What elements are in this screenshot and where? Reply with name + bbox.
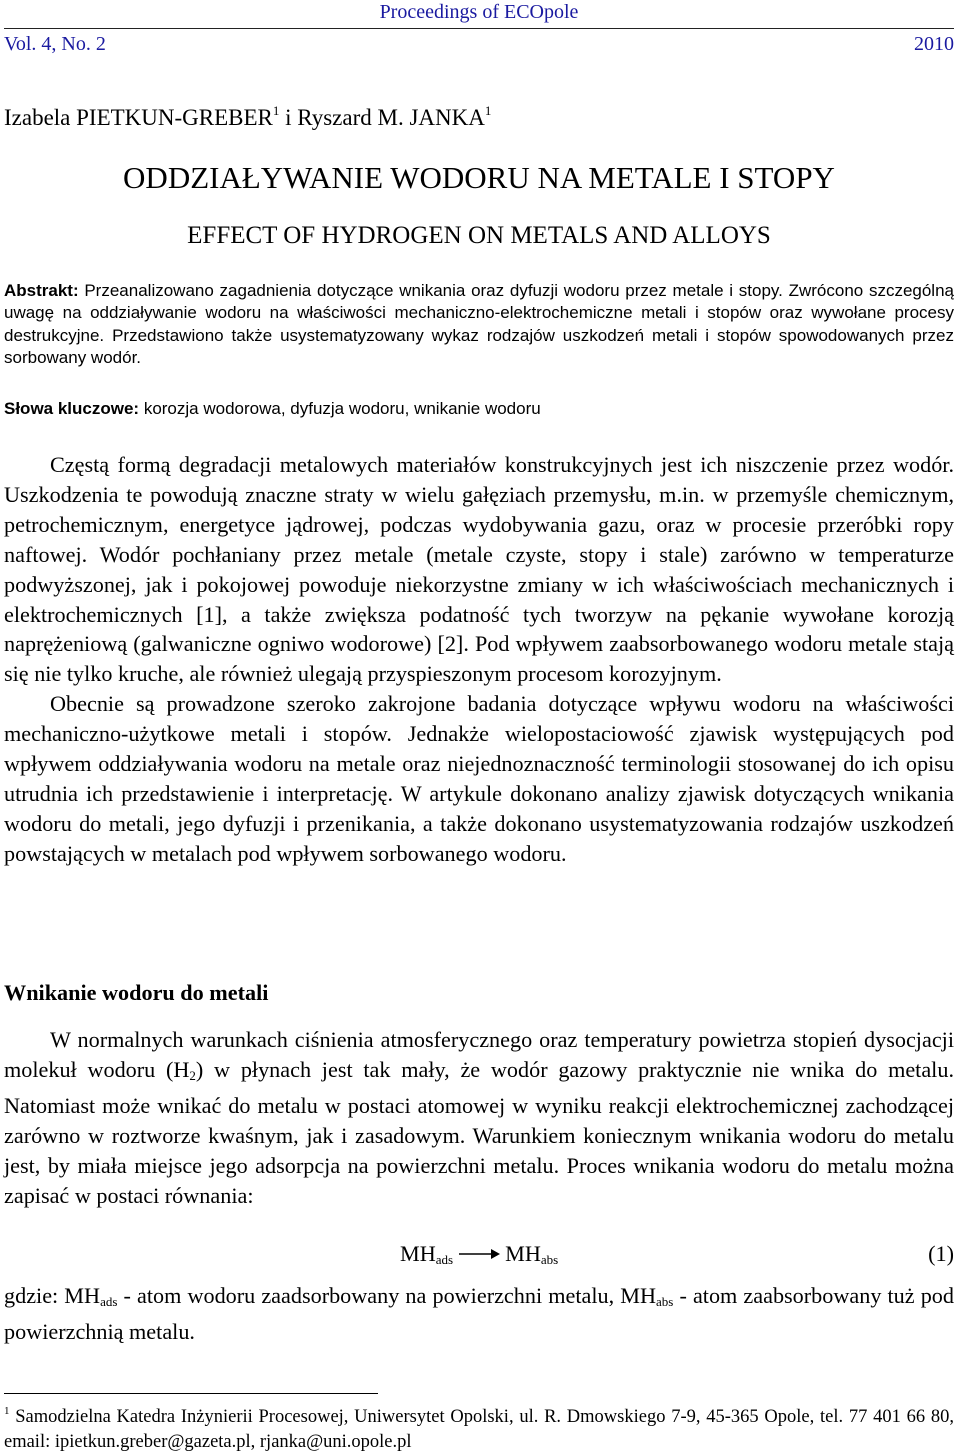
intro-paragraph-1: Częstą formą degradacji metalowych materiałów konstrukcyjnych jest ich niszczenie przez wodór. Uszkodzenia te powodują znaczne straty w wielu gałęziach przemysłu, m.in. w przemyśle chemicznym, petrochemicznym, energetyce jądrowej, podczas wydobywania gazu, oraz w procesie przeróbki ropy naftowej. Wodór pochłaniany przez metale (metale czyste, stopy i stale) zarówno w temperaturze podwyższonej, jak i pokojowej powoduje niekorzystne zmiany w ich właściwościach mechanicznych i elektrochemicznych [1], a także zwiększa podatność tych tworzyw na pękanie wywołane korozją naprężeniową (galwaniczne ogniwo wodorowe) [2]. Pod wpływem zaabsorbowanego wodoru metale stają się nie tylko kruche, ale również ulegają przyspieszonym procesom korozyjnym. [4, 452, 954, 687]
where-sub-ads: ads [100, 1294, 118, 1309]
volume-info: Vol. 4, No. 2 [4, 33, 106, 55]
h2-subscript: 2 [189, 1067, 196, 1083]
intro-body [4, 450, 954, 869]
section-heading: Wnikanie wodoru do metali [4, 980, 269, 1005]
abstract-text: Przeanalizowano zagadnienia dotyczące wnikania oraz dyfuzji wodoru przez metale i stopy. Zwrócono szczególną uwagę na oddziaływanie wodoru na właściwości mechaniczno-elektrochemiczne metali i stopów oraz wywołane procesy destrukcyjne. Przedstawiono także usystematyzowany wykaz rodzajów uszkodzeń metali i stopów spowodowanych przez sorbowany wodór. [4, 281, 954, 367]
eq-rhs-sub: abs [540, 1252, 559, 1267]
author-separator: i [279, 105, 298, 130]
title-english: EFFECT OF HYDROGEN ON METALS AND ALLOYS [187, 222, 771, 249]
section-text-a: W normalnych warunkach ciśnienia atmosferycznego oraz temperatury powietrza stopień dysocjacji molekuł wodoru (H [4, 1027, 954, 1082]
equation-1 [4, 1241, 954, 1273]
section-body [4, 1025, 954, 1210]
keywords [4, 399, 954, 419]
keywords-label: Słowa kluczowe: [4, 399, 140, 418]
journal-name: Proceedings of ECOpole [379, 1, 579, 23]
section-text-b: ) w płynach jest tak mały, że wodór gazowy praktycznie nie wnika do metalu. Natomiast może wnikać do metalu w postaci atomowej w wyniku reakcji elektrochemicznej zachodzącej zarówno w roztworze kwaśnym, jak i zasadowym. Warunkiem koniecznym wnikania wodoru do metalu jest, by miała miejsce jego adsorpcja na powierzchni metalu. Proces wnikania wodoru do metalu można zapisać w postaci równania: [4, 1056, 954, 1208]
title-polish: ODDZIAŁYWANIE WODORU NA METALE I STOPY [123, 160, 835, 195]
footnote-text: Samodzielna Katedra Inżynierii Procesowej, Uniwersytet Opolski, ul. R. Dmowskiego 7-9, 45-365 Opole, tel. 77 401 66 80, email: ipietkun.greber@gazeta.pl, rjanka@uni.opole.pl [4, 1407, 954, 1452]
footnote-mark: 1 [4, 1405, 10, 1417]
author-line [4, 103, 491, 131]
where-sub-abs: abs [656, 1294, 674, 1309]
publication-year: 2010 [914, 33, 954, 55]
equation-expression [400, 1241, 558, 1268]
abstract [4, 280, 954, 369]
affiliation-mark-2: 1 [484, 103, 492, 118]
eq-lhs-sub: ads [435, 1252, 454, 1267]
equation-explanation [4, 1281, 954, 1347]
keywords-text: korozja wodorowa, dyfuzja wodoru, wnikanie wodoru [139, 399, 541, 418]
section-paragraph [4, 1025, 954, 1210]
author-1: Izabela PIETKUN-GREBER [4, 105, 273, 130]
footnote [4, 1399, 954, 1454]
eq-rhs: MH [505, 1241, 541, 1266]
affiliation-mark-1: 1 [272, 103, 280, 118]
where-text-1: gdzie: MH [4, 1283, 101, 1308]
where-text-2: - atom wodoru zaadsorbowany na powierzchni metalu, MH [117, 1283, 657, 1308]
intro-paragraph-2: Obecnie są prowadzone szeroko zakrojone badania dotyczące wpływu wodoru na właściwości mechaniczno-użytkowe metali i stopów. Jednakże wielopostaciowość zjawisk występujących pod wpływem oddziaływania wodoru na metale oraz niejednoznaczność terminologii stosowanej do ich opisu utrudnia ich przedstawienie i interpretację. W artykule dokonano analizy zjawisk dotyczących wnikania wodoru do metali, jego dyfuzji i przenikania, a także dokonano usystematyzowania rodzajów uszkodzeń powstających w metalach pod wpływem sorbowanego wodoru. [4, 691, 954, 866]
eq-lhs: MH [400, 1241, 436, 1266]
right-arrow-icon [457, 1247, 501, 1261]
header-rule [4, 28, 954, 29]
abstract-label: Abstrakt: [4, 281, 79, 300]
footnote-rule [4, 1393, 378, 1394]
where-text-3: - atom zaabsorbowany tuż pod powierzchnią metalu. [4, 1283, 954, 1344]
equation-number: (1) [928, 1241, 954, 1266]
author-2: Ryszard M. JANKA [297, 105, 485, 130]
